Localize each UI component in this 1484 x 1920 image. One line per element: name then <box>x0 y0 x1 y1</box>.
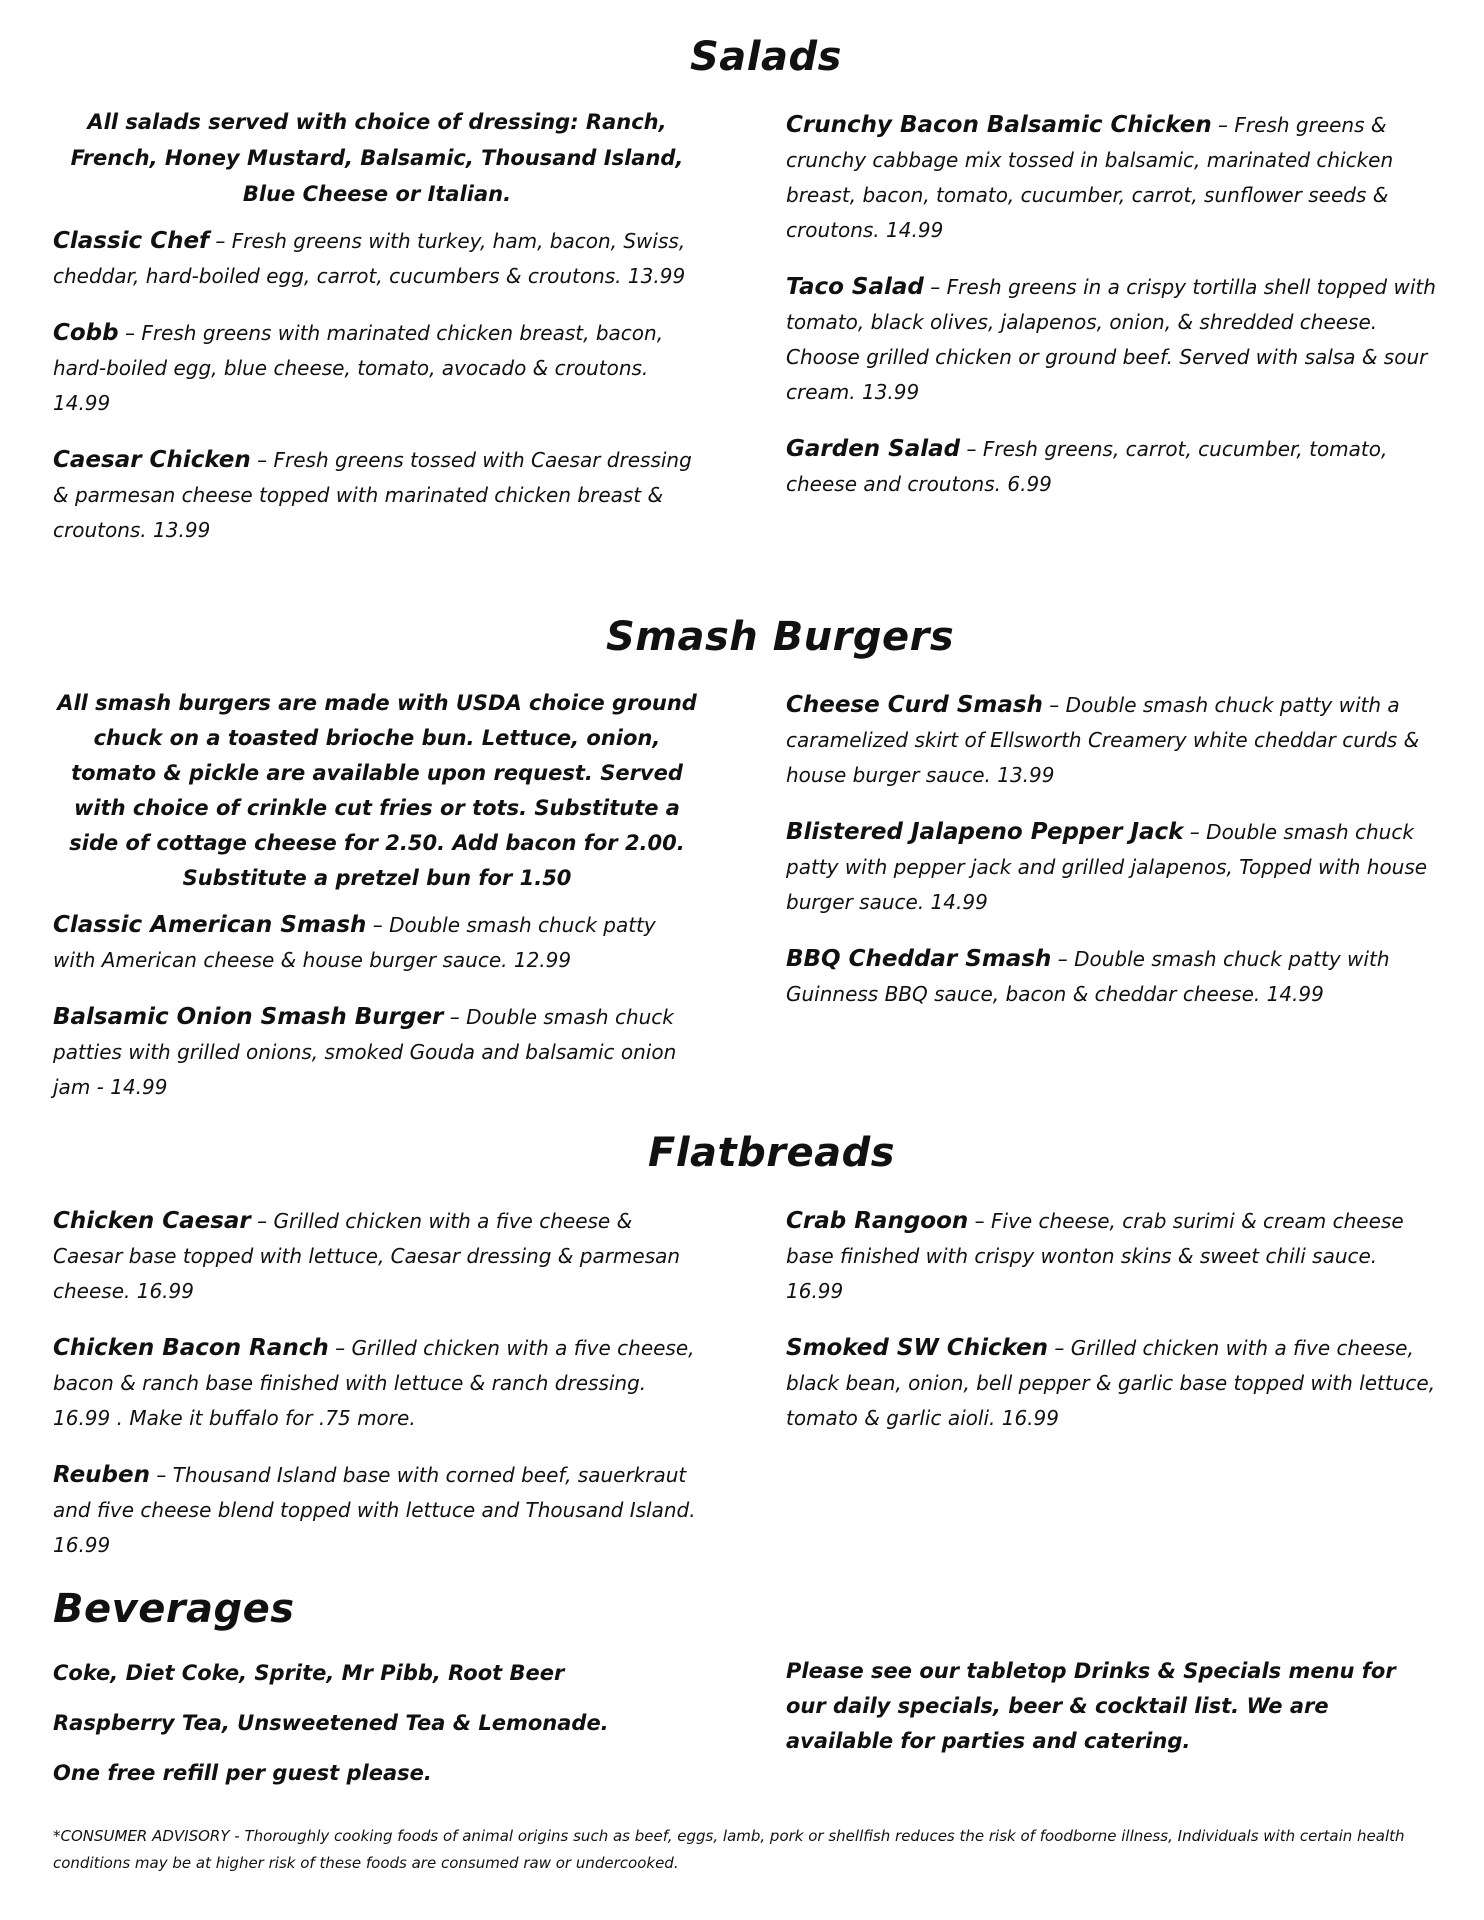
item-price: 14.99 <box>53 391 111 415</box>
item-description: Grilled chicken with a five cheese, bacon & ranch base finished with lettuce & ranch dressing. <box>53 1336 695 1395</box>
item-description: Grilled chicken with a five cheese & Caesar base topped with lettuce, Caesar dressing & parmesan cheese. <box>53 1209 681 1303</box>
item-description: Fresh greens tossed with Caesar dressing & parmesan cheese topped with marinated chicken breast & croutons. <box>53 448 692 542</box>
item-separator: – <box>1042 693 1066 717</box>
section-title-beverages: Beverages <box>53 1586 295 1632</box>
specials-note: Please see our tabletop Drinks & Specials menu for our daily specials, beer & cocktail list. We are available for parties and catering. <box>786 1659 1396 1753</box>
beverages-note-column <box>786 1654 1406 1759</box>
beverage-line: One free refill per guest please. <box>53 1761 432 1785</box>
item-price: 14.99 <box>110 1075 168 1099</box>
item-name: Cobb <box>53 320 119 346</box>
menu-item <box>53 1204 701 1309</box>
item-separator: – <box>968 1209 991 1233</box>
item-name: Chicken Bacon Ranch <box>53 1335 329 1361</box>
item-price: 16.99 . Make it buffalo for .75 more. <box>53 1406 416 1430</box>
menu-item <box>53 316 701 421</box>
menu-item <box>786 688 1436 793</box>
item-name: Smoked SW Chicken <box>786 1335 1049 1361</box>
menu-item <box>53 1331 701 1436</box>
item-separator: – <box>209 229 232 253</box>
menu-item <box>786 942 1436 1012</box>
item-description: Fresh greens with turkey, ham, bacon, Swiss, cheddar, hard-boiled egg, carrot, cucumbers & croutons. <box>53 229 686 288</box>
item-separator: – <box>250 448 274 472</box>
menu-item <box>53 1000 701 1105</box>
item-description: Double smash chuck patty with a caramelized skirt of Ellsworth Creamery white cheddar curds & house burger sauce. <box>786 693 1420 787</box>
item-price: 16.99 <box>1001 1406 1059 1430</box>
item-separator: – <box>328 1336 352 1360</box>
item-name: Crunchy Bacon Balsamic Chicken <box>786 112 1212 138</box>
item-price: 6.99 <box>1007 472 1052 496</box>
item-name: Garden Salad <box>786 436 961 462</box>
item-description: Fresh greens in a crispy tortilla shell topped with tomato, black olives, jalapenos, onion, & shredded cheese. Choose grilled chicken or ground beef. Served with salsa & sour cream. <box>786 275 1436 404</box>
item-name: Classic American Smash <box>53 912 367 938</box>
item-name: Chicken Caesar <box>53 1208 251 1234</box>
menu-item <box>786 815 1436 920</box>
item-description: Grilled chicken with a five cheese, black bean, onion, bell pepper & garlic base topped with lettuce, tomato & garlic aioli. <box>786 1336 1436 1430</box>
item-price: 16.99 <box>136 1279 194 1303</box>
item-separator: – <box>923 275 947 299</box>
item-name: Reuben <box>53 1462 150 1488</box>
item-description: Double smash chuck patties with grilled onions, smoked Gouda and balsamic onion jam - <box>53 1005 677 1099</box>
burgers-left-column <box>53 686 701 1127</box>
item-description: Thousand Island base with corned beef, sauerkraut and five cheese blend topped with lettuce and Thousand Island. <box>53 1463 696 1522</box>
item-price: 13.99 <box>153 518 211 542</box>
item-separator: – <box>1183 820 1207 844</box>
item-description: Five cheese, crab surimi & cream cheese base finished with crispy wonton skins & sweet chili sauce. <box>786 1209 1404 1268</box>
beverage-line: Raspberry Tea, Unsweetened Tea & Lemonade. <box>53 1711 609 1735</box>
item-separator: – <box>149 1463 173 1487</box>
item-price: 14.99 <box>886 218 944 242</box>
salads-left-column <box>53 104 701 570</box>
item-name: Cheese Curd Smash <box>786 692 1043 718</box>
item-separator: – <box>366 913 390 937</box>
menu-item <box>786 432 1436 502</box>
menu-item <box>786 1331 1436 1436</box>
burgers-note: All smash burgers are made with USDA choice ground chuck on a toasted brioche bun. Lettuce, onion, tomato & pickle are available upon request. Served with choice of crinkle cut fries or tots. Substitute a side of cottage cheese for 2.50. Add bacon for 2.00. Substitute a pretzel bun for 1.50 <box>57 691 697 890</box>
item-price: 12.99 <box>513 948 572 972</box>
menu-item <box>786 1204 1436 1309</box>
item-separator: – <box>1048 1336 1071 1360</box>
item-description: Fresh greens, carrot, cucumber, tomato, cheese and croutons. <box>786 437 1388 496</box>
item-separator: – <box>960 437 983 461</box>
item-name: Crab Rangoon <box>786 1208 969 1234</box>
item-name: Blistered Jalapeno Pepper Jack <box>786 819 1184 845</box>
item-name: Caesar Chicken <box>53 447 251 473</box>
item-name: Taco Salad <box>786 274 924 300</box>
item-description: Double smash chuck patty with pepper jack and grilled jalapenos, Topped with house burger sauce. <box>786 820 1428 914</box>
item-description: Double smash chuck patty with Guinness BBQ sauce, bacon & cheddar cheese. <box>786 947 1390 1006</box>
burgers-right-column <box>786 688 1436 1034</box>
menu-item <box>53 443 701 548</box>
item-description: Double smash chuck patty with American cheese & house burger sauce. <box>53 913 656 972</box>
item-price: 14.99 <box>1266 982 1324 1006</box>
beverages-list <box>53 1658 701 1808</box>
menu-item <box>53 1458 701 1563</box>
item-price: 13.99 <box>627 264 686 288</box>
item-name: BBQ Cheddar Smash <box>786 946 1052 972</box>
item-name: Balsamic Onion Smash Burger <box>53 1004 444 1030</box>
item-description: Fresh greens & crunchy cabbage mix tossed in balsamic, marinated chicken breast, bacon, tomato, cucumber, carrot, sunflower seeds & croutons. <box>786 113 1394 242</box>
menu-item <box>53 224 701 294</box>
item-price: 16.99 <box>53 1533 111 1557</box>
item-price: 13.99 <box>997 763 1055 787</box>
item-price: 14.99 <box>930 890 988 914</box>
menu-item <box>786 108 1436 248</box>
section-title-flatbreads: Flatbreads <box>648 1130 896 1176</box>
flatbreads-left-column <box>53 1204 701 1585</box>
item-price: 16.99 <box>786 1279 844 1303</box>
section-title-salads: Salads <box>690 34 842 80</box>
item-separator: – <box>118 321 142 345</box>
item-separator: – <box>1211 113 1235 137</box>
menu-item <box>53 908 701 978</box>
flatbreads-right-column <box>786 1204 1436 1458</box>
section-title-smash-burgers: Smash Burgers <box>606 614 955 660</box>
item-separator: – <box>250 1209 274 1233</box>
consumer-advisory: *CONSUMER ADVISORY - Thoroughly cooking foods of animal origins such as beef, eggs, lamb, pork or shellfish reduces the risk of foodborne illness, Individuals with certain health conditions may be at higher risk of these foods are consumed raw or undercooked. <box>53 1827 1405 1872</box>
menu-item <box>786 270 1436 410</box>
beverage-line: Coke, Diet Coke, Sprite, Mr Pibb, Root Beer <box>53 1661 565 1685</box>
salads-dressing-note: All salads served with choice of dressing: Ranch, French, Honey Mustard, Balsamic, Thousand Island, Blue Cheese or Italian. <box>70 110 684 206</box>
item-separator: – <box>443 1005 467 1029</box>
item-name: Classic Chef <box>53 228 210 254</box>
item-description: Fresh greens with marinated chicken breast, bacon, hard-boiled egg, blue cheese, tomato, avocado & croutons. <box>53 321 664 380</box>
salads-right-column <box>786 108 1436 524</box>
item-price: 13.99 <box>861 380 920 404</box>
item-separator: – <box>1051 947 1075 971</box>
